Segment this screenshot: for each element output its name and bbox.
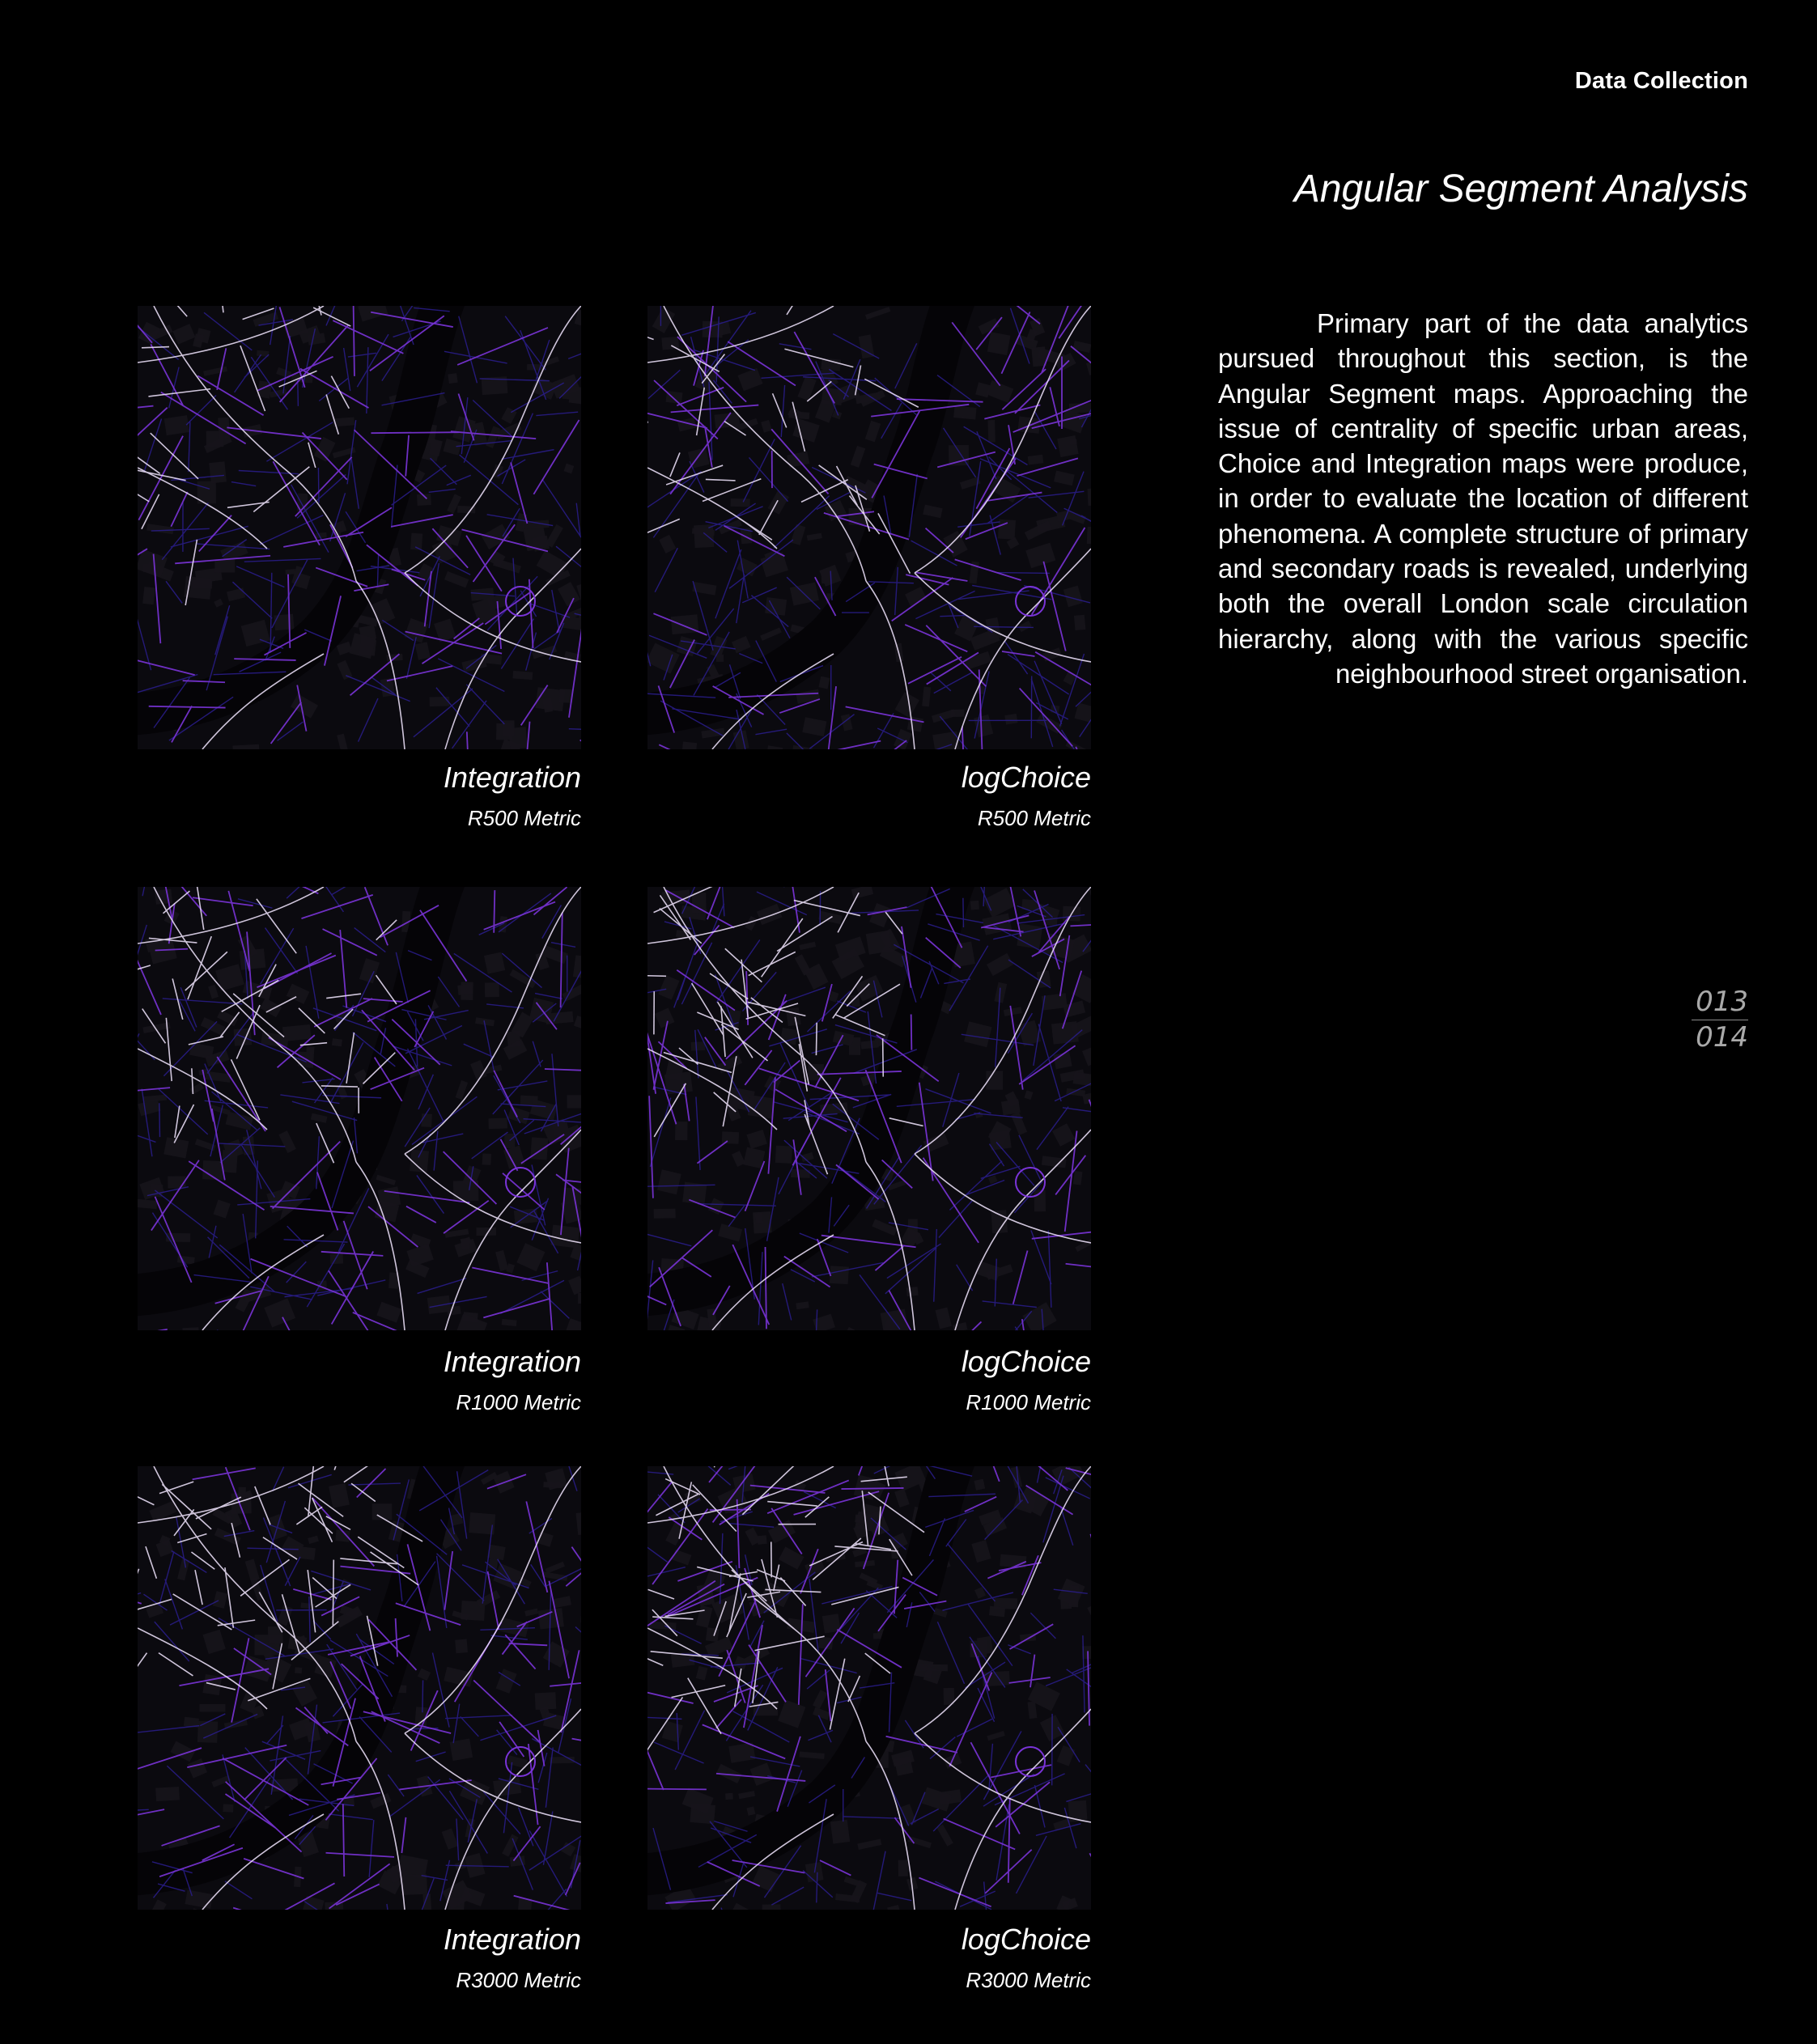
map-measure-label: Integration <box>443 761 581 794</box>
page-number <box>1692 985 1748 1055</box>
street-network-map <box>647 1466 1091 1910</box>
map-radius-label: R3000 Metric <box>456 1968 581 1992</box>
street-network-map <box>138 306 581 749</box>
street-network-map <box>647 306 1091 749</box>
total-page-number: 014 <box>1696 1021 1748 1054</box>
map-measure-label: Integration <box>443 1923 581 1956</box>
section-label: Data Collection <box>1574 68 1748 94</box>
map-integration-r3000 <box>138 1466 581 1910</box>
map-integration-r1000 <box>138 887 581 1330</box>
description-paragraph: Primary part of the data analytics pursued throughout this section, is the Angular Segment maps. Approaching the issue of centrality of specific urban areas, Choice and Integration maps were produce, in order to evaluate the location of different phenomena. A complete structure of primary and secondary roads is revealed, underlying both the overall London scale circulation hierarchy, along with the various specific neighbourhood street organisation. <box>1218 308 1748 689</box>
current-page-number: 013 <box>1696 986 1748 1018</box>
map-integration-r500 <box>138 306 581 749</box>
map-logchoice-r3000 <box>647 1466 1091 1910</box>
map-radius-label: R1000 Metric <box>456 1390 581 1414</box>
map-measure-label: logChoice <box>961 1345 1091 1378</box>
map-radius-label: R500 Metric <box>977 806 1091 830</box>
map-measure-label: logChoice <box>961 761 1091 794</box>
page-title: Angular Segment Analysis <box>1293 168 1748 210</box>
map-radius-label: R500 Metric <box>467 806 581 830</box>
map-measure-label: Integration <box>443 1345 581 1378</box>
map-logchoice-r500 <box>647 306 1091 749</box>
street-network-map <box>138 887 581 1330</box>
map-measure-label: logChoice <box>961 1923 1091 1956</box>
map-radius-label: R3000 Metric <box>966 1968 1091 1992</box>
map-logchoice-r1000 <box>647 887 1091 1330</box>
street-network-map <box>647 887 1091 1330</box>
street-network-map <box>138 1466 581 1910</box>
map-radius-label: R1000 Metric <box>966 1390 1091 1414</box>
